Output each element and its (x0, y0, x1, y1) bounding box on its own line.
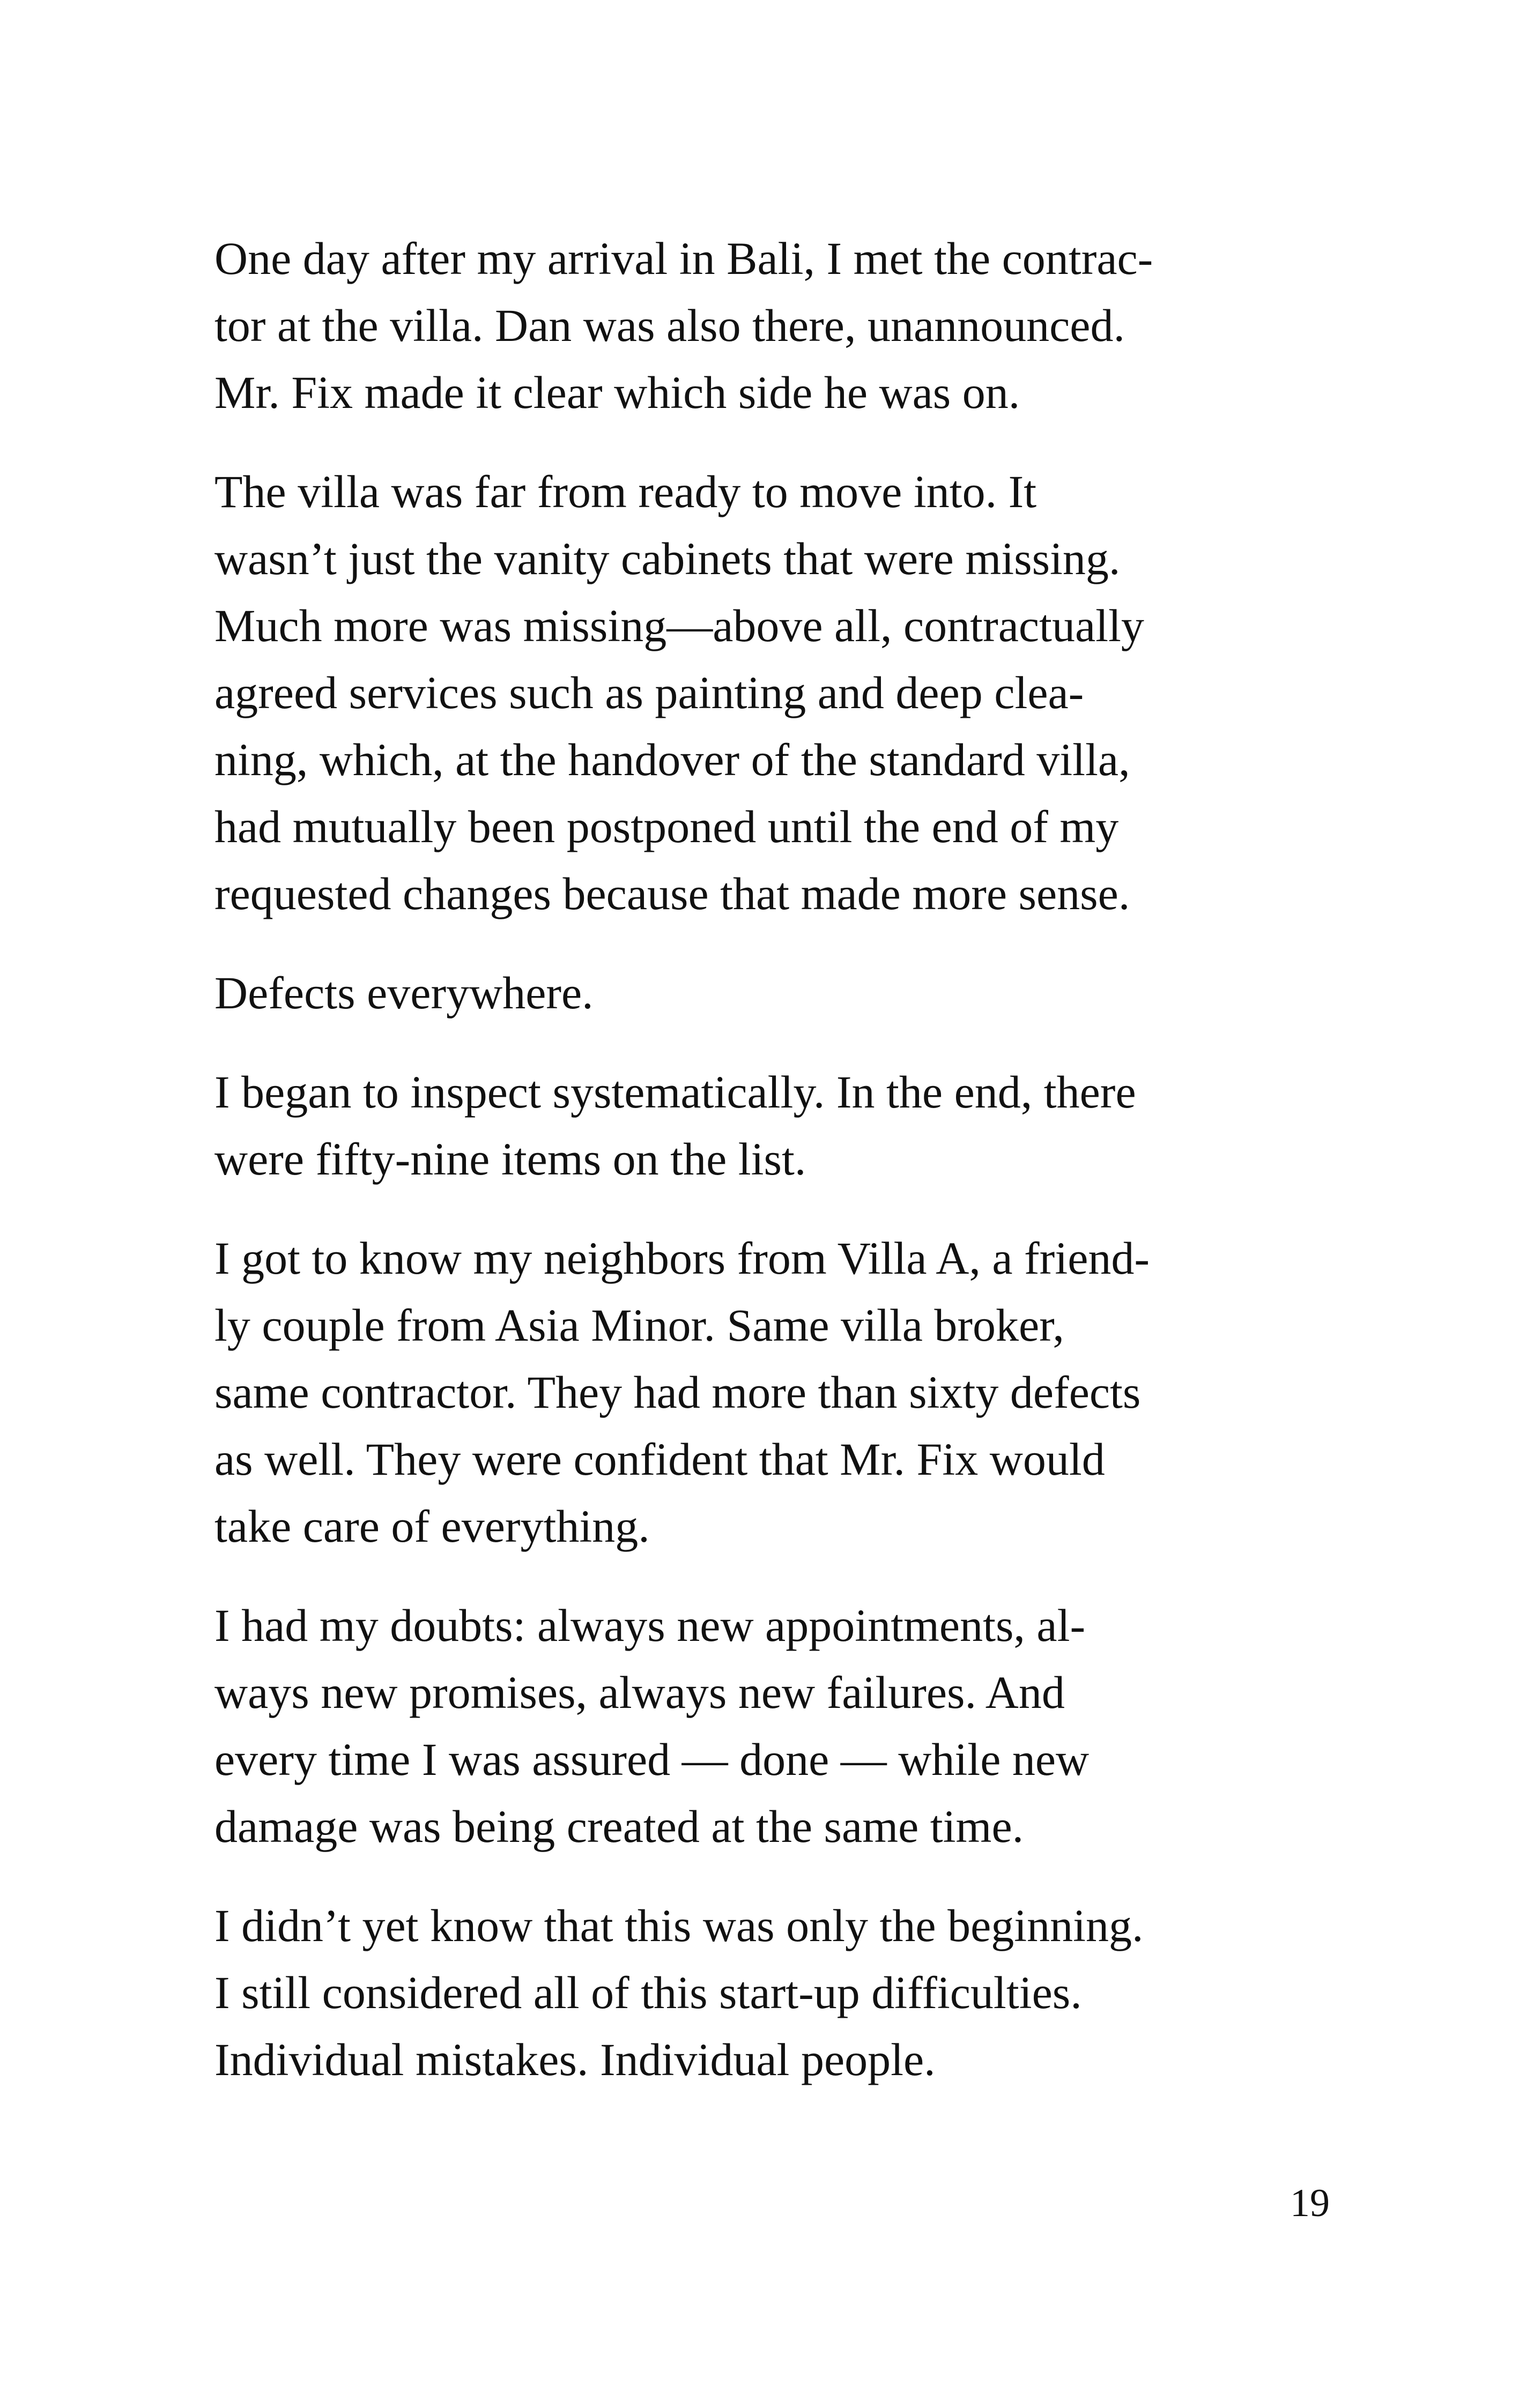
text-line: take care of everything. (214, 1500, 650, 1552)
text-line: ways new promises, always new failures. And (214, 1667, 1065, 1718)
text-line: tor at the villa. Dan was also there, unannounced. (214, 300, 1125, 351)
text-line: damage was being created at the same time. (214, 1801, 1024, 1852)
paragraph-6 (214, 1592, 1340, 1860)
text-line: same contractor. They had more than sixty defects (214, 1366, 1141, 1418)
paragraph-2 (214, 458, 1340, 927)
text-line: I didn’t yet know that this was only the beginning. (214, 1900, 1144, 1951)
text-line: were fifty-nine items on the list. (214, 1133, 806, 1185)
text-line: every time I was assured — done — while new (214, 1734, 1090, 1785)
page-number: 19 (1290, 2181, 1330, 2225)
text-line: Much more was missing—above all, contractually (214, 600, 1144, 651)
text-line: I had my doubts: always new appointments, al- (214, 1600, 1086, 1651)
text-line: ly couple from Asia Minor. Same villa broker, (214, 1299, 1064, 1351)
text-line: agreed services such as painting and deep clea- (214, 667, 1084, 718)
body-text (214, 225, 1340, 2125)
paragraph-5 (214, 1225, 1340, 1560)
text-line: had mutually been postponed until the end of my (214, 801, 1119, 852)
text-line: The villa was far from ready to move into. It (214, 466, 1037, 517)
paragraph-1 (214, 225, 1340, 426)
text-line: wasn’t just the vanity cabinets that were missing. (214, 533, 1121, 584)
text-line: Defects everywhere. (214, 967, 594, 1019)
text-line: requested changes because that made more sense. (214, 868, 1130, 919)
text-line: as well. They were confident that Mr. Fix would (214, 1433, 1105, 1485)
text-line: I began to inspect systematically. In the end, there (214, 1066, 1136, 1118)
text-line: I got to know my neighbors from Villa A, a friend- (214, 1232, 1150, 1284)
text-line: ning, which, at the handover of the standard villa, (214, 734, 1130, 785)
text-line: One day after my arrival in Bali, I met the contrac- (214, 233, 1153, 284)
paragraph-7 (214, 1892, 1340, 2093)
text-line: I still considered all of this start-up difficulties. (214, 1967, 1082, 2018)
paragraph-4 (214, 1059, 1340, 1193)
text-line: Individual mistakes. Individual people. (214, 2034, 936, 2085)
text-line: Mr. Fix made it clear which side he was on. (214, 367, 1020, 418)
paragraph-3 (214, 960, 1340, 1027)
